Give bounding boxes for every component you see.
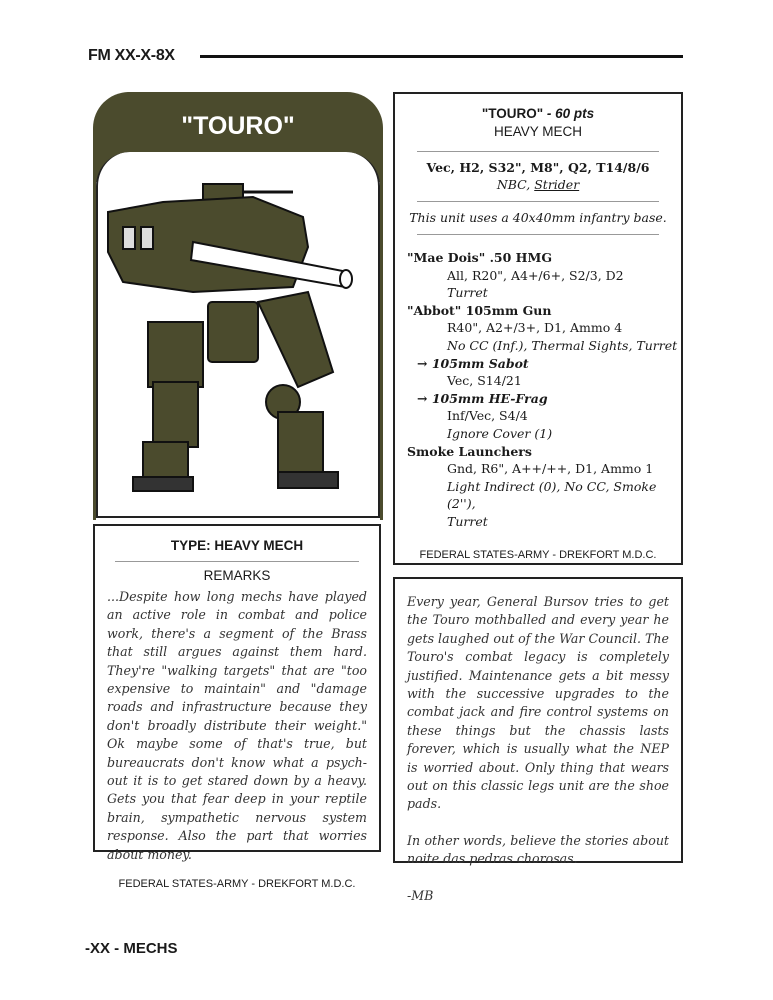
unit-name: "TOURO" <box>481 106 544 121</box>
weapon-profile: R40", A2+/3+, D1, Ammo 4 <box>447 320 623 336</box>
unit-trait-link: Strider <box>534 177 580 192</box>
weapon-rules: Turret <box>447 285 488 301</box>
notes-signature: -MB <box>407 887 434 903</box>
weapon-name: "Abbot" 105mm Gun <box>407 302 552 318</box>
ammo-profile: Inf/Vec, S4/4 <box>447 408 528 424</box>
weapon-rules: Turret <box>447 513 488 529</box>
weapon-profile: Gnd, R6", A++/++, D1, Ammo 1 <box>447 461 654 477</box>
notes-panel <box>393 577 683 903</box>
credit-line: FEDERAL STATES-ARMY - DREKFORT M.D.C. <box>419 548 657 561</box>
ammo-name: → 105mm HE-Frag <box>417 390 548 406</box>
divider <box>115 561 359 562</box>
ammo-entry <box>395 355 681 390</box>
unit-points: - 60 pts <box>543 106 595 121</box>
credit-line: FEDERAL STATES-ARMY - DREKFORT M.D.C. <box>118 878 356 891</box>
unit-card <box>93 92 383 520</box>
remarks-panel <box>93 524 381 891</box>
unit-stats-panel <box>393 92 683 565</box>
weapon-rules: Light Indirect (0), No CC, Smoke (2''), <box>447 478 657 512</box>
base-note: This unit uses a 40x40mm infantry base. <box>409 210 667 225</box>
page-footer: -XX - MECHS <box>85 940 178 957</box>
document-id: FM XX-X-8X <box>88 47 175 64</box>
card-title: "TOURO" <box>181 112 295 140</box>
weapon-profile: All, R20", A4+/6+, S2/3, D2 <box>447 267 624 283</box>
unit-profile: Vec, H2, S32", M8", Q2, T14/8/6 <box>426 160 650 175</box>
notes-paragraph: In other words, believe the stories about noite das pedras chorosas. <box>407 832 669 867</box>
unit-class: HEAVY MECH <box>493 124 583 139</box>
divider <box>417 234 659 235</box>
remarks-heading: REMARKS <box>203 568 271 583</box>
weapon-name: "Mae Dois" .50 HMG <box>407 250 553 265</box>
ammo-rules: Ignore Cover (1) <box>447 425 553 441</box>
unit-type: TYPE: HEAVY MECH <box>170 538 304 553</box>
weapon-entry <box>395 249 681 302</box>
header-rule <box>200 55 683 58</box>
mech-illustration <box>103 172 373 512</box>
ammo-name: → 105mm Sabot <box>417 355 529 371</box>
notes-paragraph: Every year, General Bursov tries to get the Touro mothballed and every year he gets laughed out of the War Council. The Touro's combat legacy is completely justified. Maintenance gets a bit messy with the successive upgrades to the combat jack and fire control systems on these things but the chassis lasts forever, which is usually what the NEP is worried about. Only thing that wears out on this classic legs unit are the shoe pads. <box>407 594 669 812</box>
weapon-rules: No CC (Inf.), Thermal Sights, Turret <box>447 337 678 353</box>
ammo-profile: Vec, S14/21 <box>447 373 522 389</box>
weapon-entry <box>395 302 681 355</box>
weapon-entry <box>395 443 681 531</box>
weapon-name: Smoke Launchers <box>407 443 532 459</box>
divider <box>417 151 659 152</box>
unit-trait: NBC, <box>496 177 535 192</box>
remarks-text: ...Despite how long mechs have played an active role in combat and police work, there's a segment of the Brass that still argues against them hard. They're "walking targets" that are "too expensive to maintain" and "damage roads and infrastructure because they don't broadly distribute their weight." Ok maybe some of that's true, but bureaucrats don't know what a psych-out it is to get stared down by a heavy. Gets you that fear deep in your reptile brain, sympathetic nervous system response. Also the part that worries about money. <box>107 589 367 862</box>
divider <box>417 201 659 202</box>
ammo-entry <box>395 390 681 443</box>
